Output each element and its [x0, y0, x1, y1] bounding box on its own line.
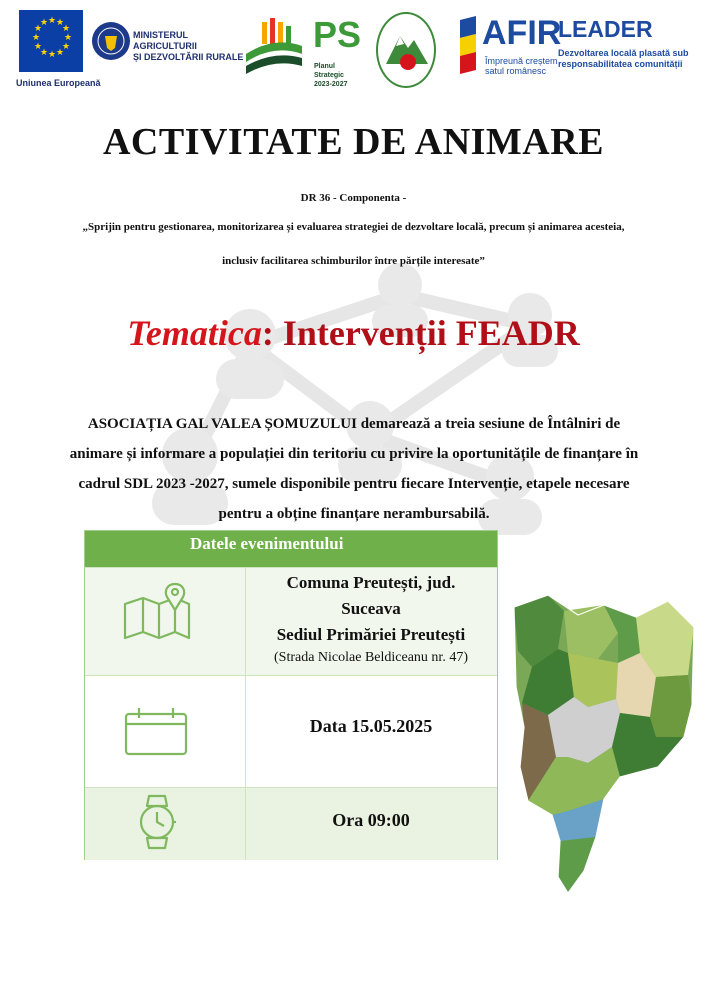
- ps-caption: [314, 62, 364, 89]
- ministry-line-1: MINISTERUL AGRICULTURII: [133, 30, 197, 51]
- event-time-icon-cell: [85, 788, 246, 860]
- leader-caption: [558, 48, 700, 70]
- topic-value: : Intervenții FEADR: [261, 313, 580, 353]
- svg-text:★: ★: [62, 42, 71, 52]
- svg-text:★: ★: [56, 18, 65, 28]
- svg-text:★: ★: [40, 48, 49, 58]
- topic-heading: [0, 312, 707, 354]
- page-title: ACTIVITATE DE ANIMARE: [102, 121, 605, 163]
- territory-map-image: [508, 587, 700, 902]
- event-date: Data 15.05.2025: [309, 716, 433, 736]
- leader-caption-line-1: Dezvoltarea locală plasată sub: [558, 48, 689, 58]
- calendar-icon: [123, 706, 189, 763]
- afir-caption: [485, 56, 565, 76]
- event-location-line-2: Suceava: [341, 599, 401, 618]
- event-time: Ora 09:00: [332, 810, 410, 830]
- event-details-table: [84, 530, 498, 860]
- svg-text:★: ★: [56, 48, 65, 58]
- afir-caption-line-1: Împreună creștem: [485, 56, 558, 66]
- svg-text:★: ★: [62, 24, 71, 34]
- event-location-text: [245, 570, 497, 668]
- event-location-line-1: Comuna Preutești, jud.: [286, 573, 456, 592]
- svg-text:★: ★: [64, 33, 73, 43]
- watch-icon: [137, 794, 177, 855]
- svg-text:★: ★: [34, 42, 43, 52]
- ministry-name: [133, 30, 248, 63]
- event-location-icon-cell: [85, 568, 246, 676]
- event-location-address: (Strada Nicolae Beldiceanu nr. 47): [274, 650, 468, 665]
- ministry-seal-icon: [92, 22, 130, 60]
- ps-logo-icon: [240, 16, 308, 82]
- ps-caption-line-1: Planul Strategic: [314, 63, 344, 79]
- ps-letters: PS: [313, 14, 362, 55]
- svg-text:★: ★: [32, 33, 41, 43]
- svg-text:★: ★: [48, 16, 57, 26]
- event-date-row: [85, 675, 497, 788]
- event-location-row: [85, 567, 497, 676]
- logo-strip: [0, 0, 707, 100]
- afir-flag-icon: [458, 14, 478, 74]
- component-description: „Sprijin pentru gestionarea, monitorizarea și evaluarea strategiei de dezvoltare locală, precum și animarea acesteia, inclusiv facilitarea schimburilor între părțile interesate”: [82, 221, 625, 267]
- event-table-header: Datele evenimentului: [85, 531, 497, 567]
- afir-caption-line-2: satul românesc: [485, 66, 547, 76]
- ps-caption-line-2: 2023-2027: [314, 81, 348, 88]
- ministry-line-2: ȘI DEZVOLTĂRII RURALE: [133, 52, 244, 62]
- gal-valea-somuzului-logo-icon: [376, 12, 436, 88]
- svg-text:★: ★: [40, 18, 49, 28]
- component-code: DR 36 - Componenta -: [300, 192, 407, 204]
- svg-text:★: ★: [48, 50, 57, 60]
- leader-caption-line-2: responsabilitatea comunității: [558, 59, 683, 69]
- eu-caption: Uniunea Europeană: [16, 78, 101, 88]
- leader-word: LEADER: [558, 16, 653, 42]
- topic-label: Tematica: [127, 313, 262, 353]
- afir-word: AFIR: [482, 14, 562, 52]
- event-time-row: [85, 787, 497, 860]
- eu-flag-icon: [19, 10, 83, 72]
- svg-text:★: ★: [34, 24, 43, 34]
- intro-paragraph: ASOCIAȚIA GAL VALEA ȘOMUZULUI demarează a treia sesiune de Întâlniri de animare și informare a populației din teritoriu cu privire la oportunitățile de finanțare în cadrul SDL 2023 -2027, sumele disponibile pentru fiecare Intervenție, etapele necesare pentru a obține finanțare nerambursabilă.: [69, 416, 639, 522]
- event-date-icon-cell: [85, 676, 246, 788]
- map-location-icon: [121, 582, 193, 647]
- event-location-line-3: Sediul Primăriei Preutești: [276, 625, 466, 644]
